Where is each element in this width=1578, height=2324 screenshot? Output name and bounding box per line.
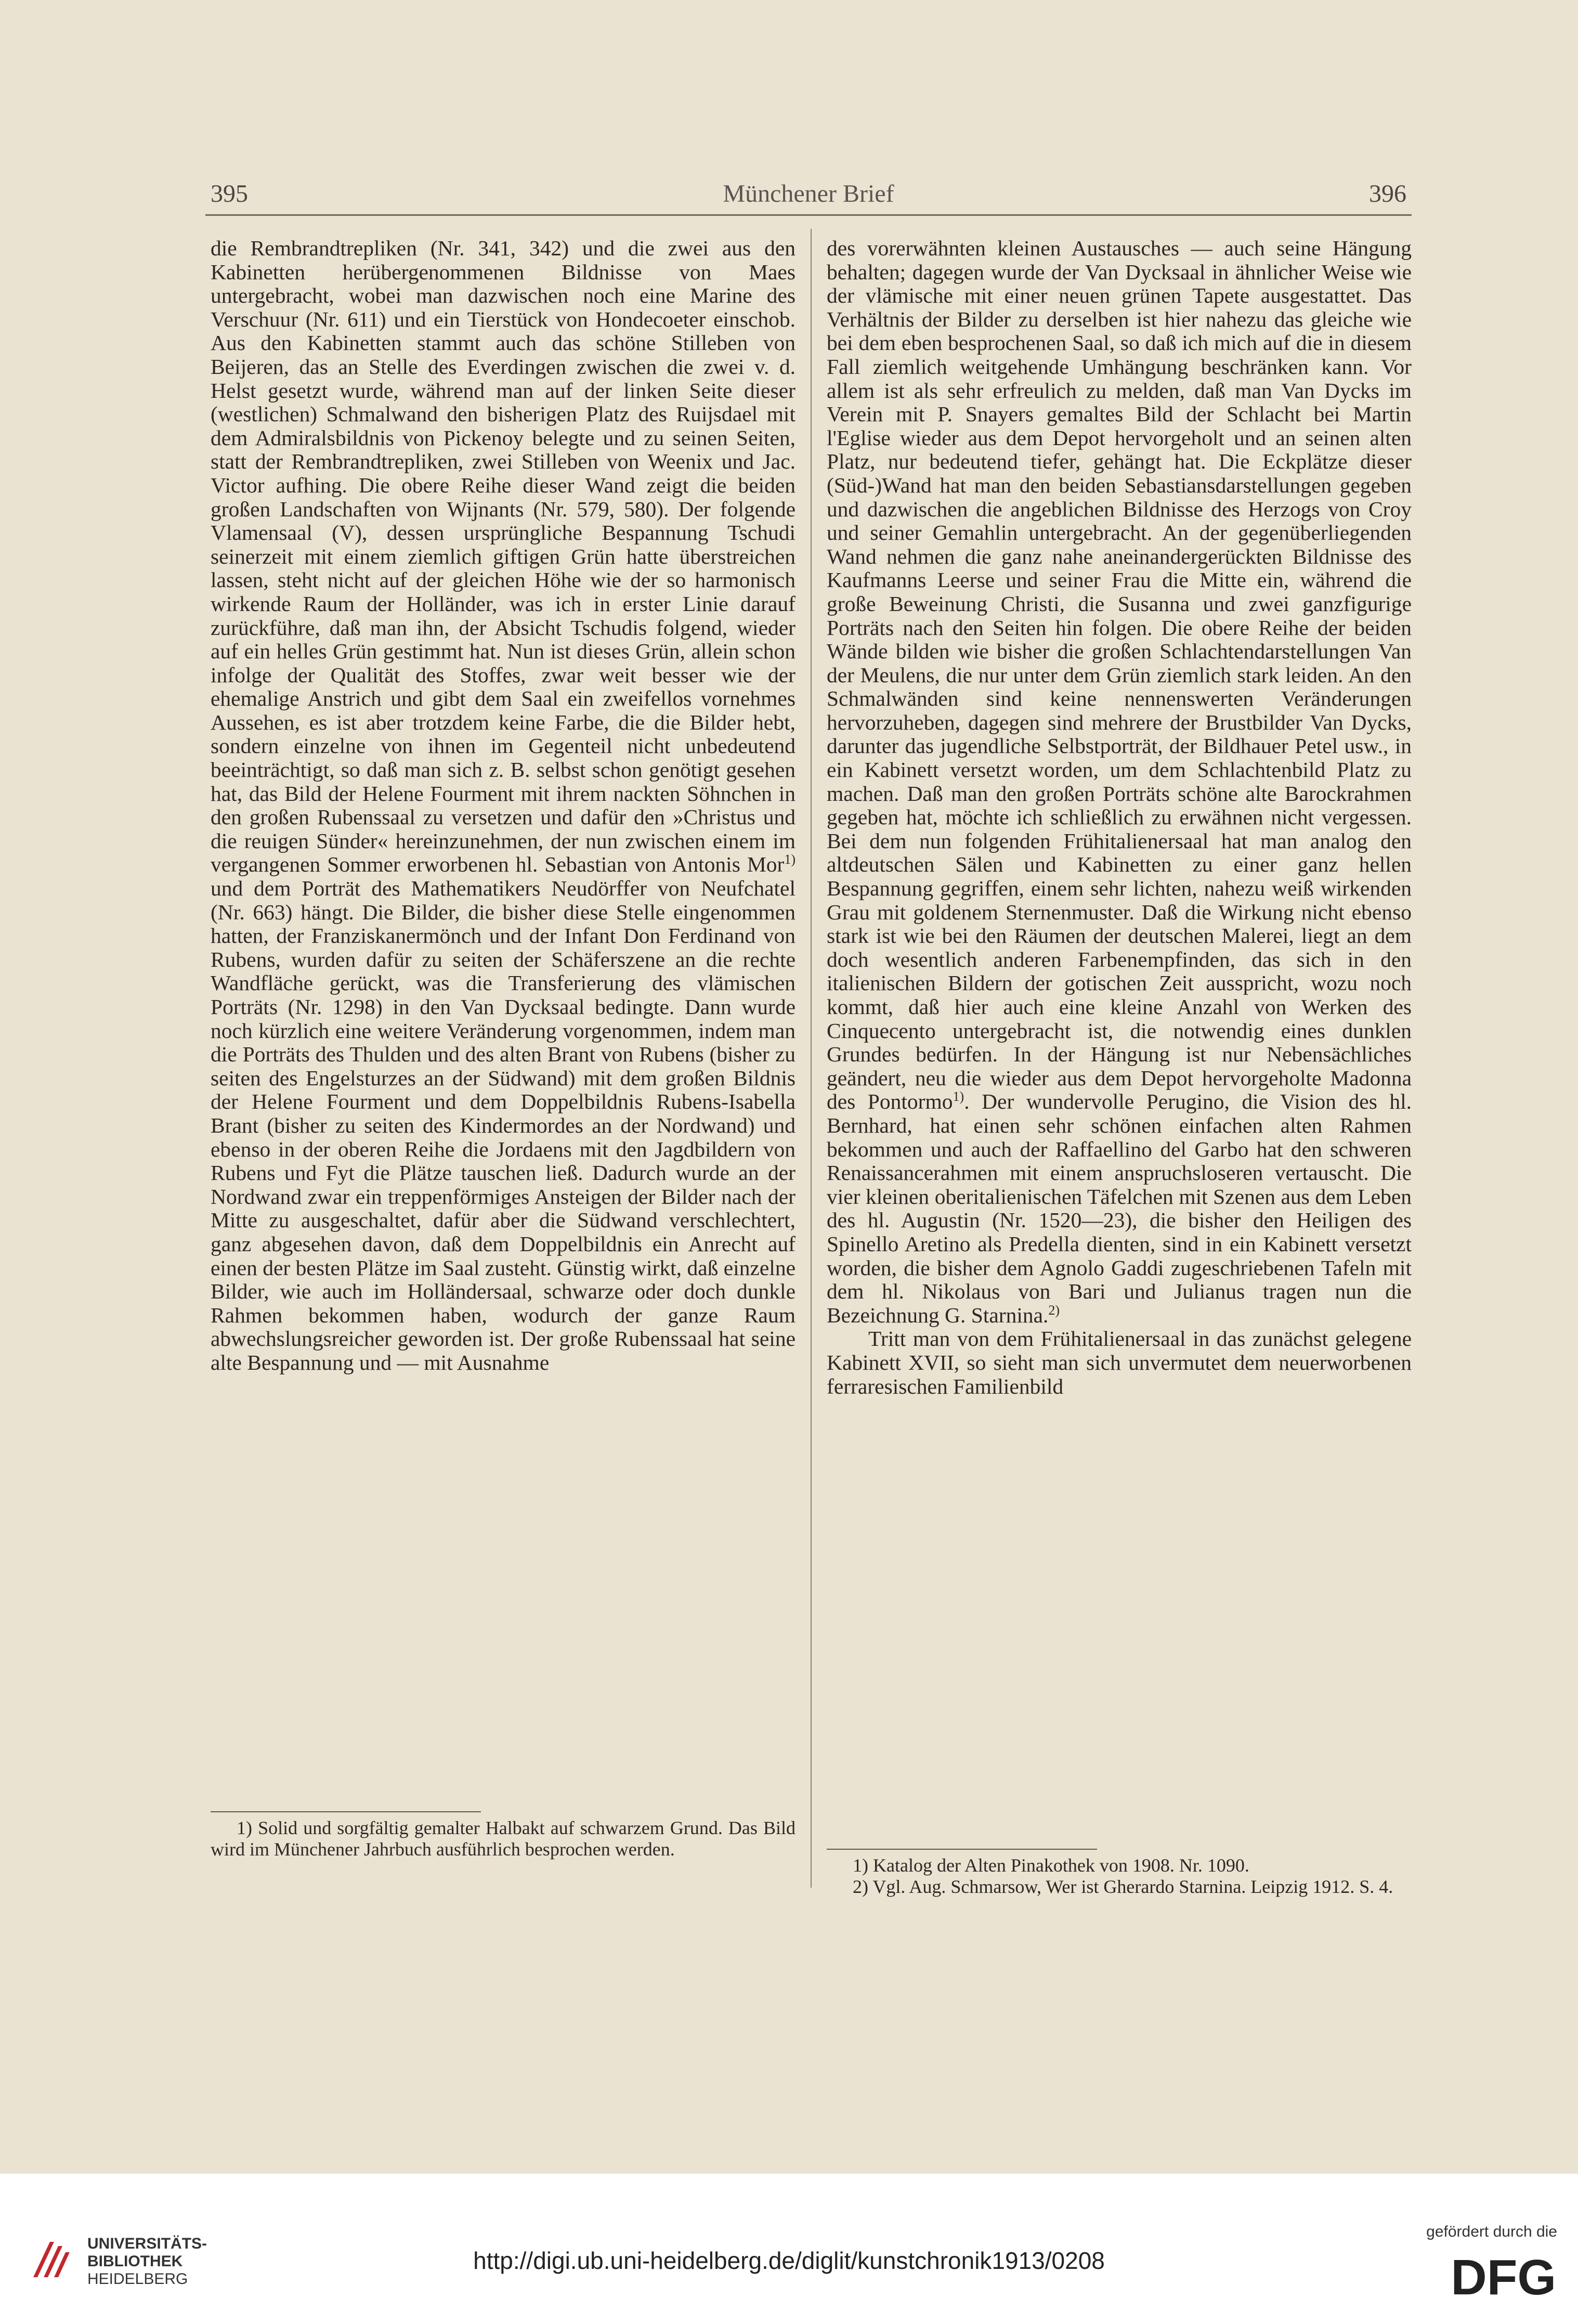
right-paragraph-1	[827, 237, 1412, 1327]
header-rule	[205, 214, 1412, 216]
left-paragraph-1	[211, 237, 795, 1375]
footnotes-right	[827, 1855, 1412, 1898]
footnotes-left	[211, 1817, 795, 1860]
footnote-rule-left	[211, 1811, 481, 1812]
footnote-marker: 1)	[953, 1089, 964, 1105]
library-name-line: BIBLIOTHEK	[87, 2253, 183, 2270]
dfg-logo-icon	[1422, 2252, 1557, 2299]
column-divider	[811, 229, 812, 1888]
page-number-left: 395	[211, 180, 248, 207]
library-name-line: HEIDELBERG	[87, 2270, 188, 2288]
footnote-marker: 2)	[1048, 1302, 1060, 1318]
page-number-right: 396	[1369, 180, 1406, 207]
left-text-2: und dem Porträt des Mathematikers Neudörffer von Neufchatel (Nr. 663) hängt. Die Bilder, die bisher diese Stelle eingenommen hatten, der Franziskanermönch und der Infant Don Ferdinand von Rubens, wurden dafür zu seiten der Schäferszene an die rechte Wandfläche gerückt, was die Transferierung des vlämischen Porträts (Nr. 1298) in den Van Dycksaal bedingte. Dann wurde noch kürzlich eine weitere Veränderung vorgenommen, indem man die Porträts des Thulden und des alten Brant von Rubens (bisher zu seiten des Engelsturzes an der Südwand) mit dem großen Bildnis der Helene Fourment und dem Doppelbildnis Rubens-Isabella Brant (bisher zu seiten des Kindermordes an der Nordwand) und ebenso in der oberen Reihe die Jordaens mit den Jagdbildern von Rubens und Fyt die Plätze tauschen ließ. Dadurch wurde an der Nordwand zwar ein treppenförmiges Ansteigen der Bilder nach der Mitte zu ausgeschaltet, dafür aber die Südwand verschlechtert, ganz abgesehen davon, daß dem Doppelbildnis ein Anrecht auf einen der besten Plätze im Saal zusteht. Günstig wirkt, daß einzelne Bilder, wie auch im Holländersaal, schwarze oder doch dunkle Rahmen bekommen haben, wodurch der ganze Raum abwechslungsreicher geworden ist. Der große Rubenssaal hat seine alte Bespannung und — mit Ausnahme	[211, 876, 795, 1374]
footnote-marker: 1)	[784, 852, 795, 867]
right-text-2: . Der wundervolle Perugino, die Vision des hl. Bernhard, hat einen sehr schönen einfachen alten Rahmen bekommen und auch der Raffaellino del Garbo hat den schweren Renaissancerahmen mit einem anspruchsloseren vertauscht. Die vier kleinen oberitalienischen Täfelchen mit Szenen aus dem Leben des hl. Augustin (Nr. 1520—23), die bisher den Heiligen des Spinello Aretino als Predella dienten, sind in ein Kabinett versetzt worden, die bisher dem Agnolo Gaddi zugeschriebenen Tafeln mit dem hl. Nikolaus von Bari und Julianus tragen nun die Bezeichnung G. Starnina.	[827, 1089, 1412, 1327]
footer-bar	[0, 2174, 1578, 2324]
footnote: 1) Katalog der Alten Pinakothek von 1908. Nr. 1090.	[853, 1855, 1249, 1876]
footnote: 1) Solid und sorgfältig gemalter Halbakt auf schwarzem Grund. Das Bild wird im Münchener Jahrbuch ausführlich besprochen werden.	[211, 1817, 795, 1860]
library-name-line: UNIVERSITÄTS-	[87, 2235, 207, 2252]
right-paragraph-2: Tritt man von dem Frühitalienersaal in das zunächst gelegene Kabinett XVII, so sieht man sich unvermutet dem neuerworbenen ferraresischen Familienbild	[827, 1327, 1412, 1398]
running-title: Münchener Brief	[723, 180, 894, 207]
left-text-1: die Rembrandtrepliken (Nr. 341, 342) und die zwei aus den Kabinetten herübergenommenen Bildnisse von Maes untergebracht, wobei man dazwischen noch eine Marine des Verschuur (Nr. 611) und ein Tierstück von Hondecoeter einschob. Aus den Kabinetten stammt auch das schöne Stilleben von Beijeren, das an Stelle des Everdingen zwischen die zwei v. d. Helst gesetzt wurde, während man auf der linken Seite dieser (westlichen) Schmalwand den bisherigen Platz des Ruijsdael mit dem Admiralsbildnis von Pickenoy belegte und zu seinen Seiten, statt der Rembrandtrepliken, zwei Stilleben von Weenix und Jac. Victor aufhing. Die obere Reihe dieser Wand zeigt die beiden großen Landschaften von Wijnants (Nr. 579, 580). Der folgende Vlamensaal (V), dessen ursprüngliche Bespannung Tschudi seinerzeit mit einem ziemlich giftigen Grün hatte überstreichen lassen, steht nicht auf der gleichen Höhe wie der so harmonisch wirkende Raum der Holländer, was ich in erster Linie darauf zurückführe, daß man ihn, der Absicht Tschudis folgend, wieder auf ein helles Grün gestimmt hat. Nun ist dieses Grün, allein schon infolge der Qualität des Stoffes, zwar weit besser wie der ehemalige Anstrich und gibt dem Saal ein zweifellos vornehmes Aussehen, es ist aber trotzdem keine Farbe, die die Bilder hebt, sondern einzelne von ihnen im Gegenteil nicht unbedeutend beeinträchtigt, so daß man sich z. B. selbst schon genötigt gesehen hat, das Bild der Helene Fourment mit ihrem nackten Söhnchen in den großen Rubenssaal zu versetzen und dafür den »Christus und die reuigen Sünder« hereinzunehmen, der nun zwischen einem im vergangenen Sommer erworbenen hl. Sebastian von Antonis Mor	[211, 236, 795, 877]
right-column	[827, 237, 1412, 1398]
right-text-1: des vorerwähnten kleinen Austausches — auch seine Hängung behalten; dagegen wurde der Van Dycksaal in ähnlicher Weise wie der vlämische mit einer neuen grünen Tapete ausgestattet. Das Verhältnis der Bilder zu derselben ist hier nahezu das gleiche wie bei dem eben besprochenen Saal, so daß ich mich auf die in diesem Fall ziemlich weitgehende Umhängung beschränken kann. Vor allem ist als sehr erfreulich zu melden, daß man Van Dycks im Verein mit P. Snayers gemaltes Bild der Schlacht bei Martin l'Eglise wieder aus dem Depot hervorgeholt und an seinen alten Platz, nur bedeutend tiefer, gehängt hat. Die Eckplätze dieser (Süd-)Wand hat man den beiden Sebastiansdarstellungen gegeben und dazwischen die angeblichen Bildnisse des Herzogs von Croy und seiner Gemahlin untergebracht. An der gegenüberliegenden Wand nehmen die ganz nahe aneinandergerückten Bildnisse des Kaufmanns Leerse und seiner Frau die Mitte ein, während die große Beweinung Christi, die Susanna und zwei ganzfigurige Porträts nach den Seiten hin folgen. Die obere Reihe der beiden Wände bilden wie bisher die großen Schlachtendarstellungen Van der Meulens, die nur unter dem Grün ziemlich stark leiden. An den Schmalwänden sind keine nennenswerten Veränderungen hervorzuheben, dagegen sind mehrere der Brustbilder Van Dycks, darunter das jugendliche Selbstporträt, der Bildhauer Petel usw., in ein Kabinett versetzt worden, um dem Schlachtenbild Platz zu machen. Daß man den großen Porträts schöne alte Barockrahmen gegeben hat, möchte ich schließlich zu erwähnen nicht vergessen. Bei dem nun folgenden Frühitalienersaal hat man analog den altdeutschen Sälen und Kabinetten zu einer ganz hellen Bespannung gegriffen, einem sehr lichten, nahezu weiß wirkenden Grau mit goldenem Sternenmuster. Daß die Wirkung nicht ebenso stark ist wie bei den Räumen der deutschen Malerei, liegt an dem doch wesentlich anderen Farbenempfinden, das sich in den italienischen Bildern der gotischen Zeit ausspricht, wozu noch kommt, daß hier auch eine kleine Anzahl von Werken des Cinquecento untergebracht ist, die notwendig eines dunklen Grundes bedürfen. In der Hängung ist nur Nebensächliches geändert, neu die wieder aus dem Depot hervorgeholte Madonna des Pontormo	[827, 236, 1412, 1114]
funded-by-text: gefördert durch die	[1426, 2223, 1557, 2240]
running-head	[211, 179, 1406, 211]
footnote: 2) Vgl. Aug. Schmarsow, Wer ist Gherardo Starnina. Leipzig 1912. S. 4.	[853, 1876, 1393, 1897]
left-column	[211, 237, 795, 1375]
permalink-url[interactable]: http://digi.ub.uni-heidelberg.de/diglit/kunstchronik1913/0208	[473, 2247, 1105, 2274]
dfg-logo-text: DFG	[1451, 2252, 1556, 2299]
footnote-rule-right	[827, 1849, 1097, 1850]
